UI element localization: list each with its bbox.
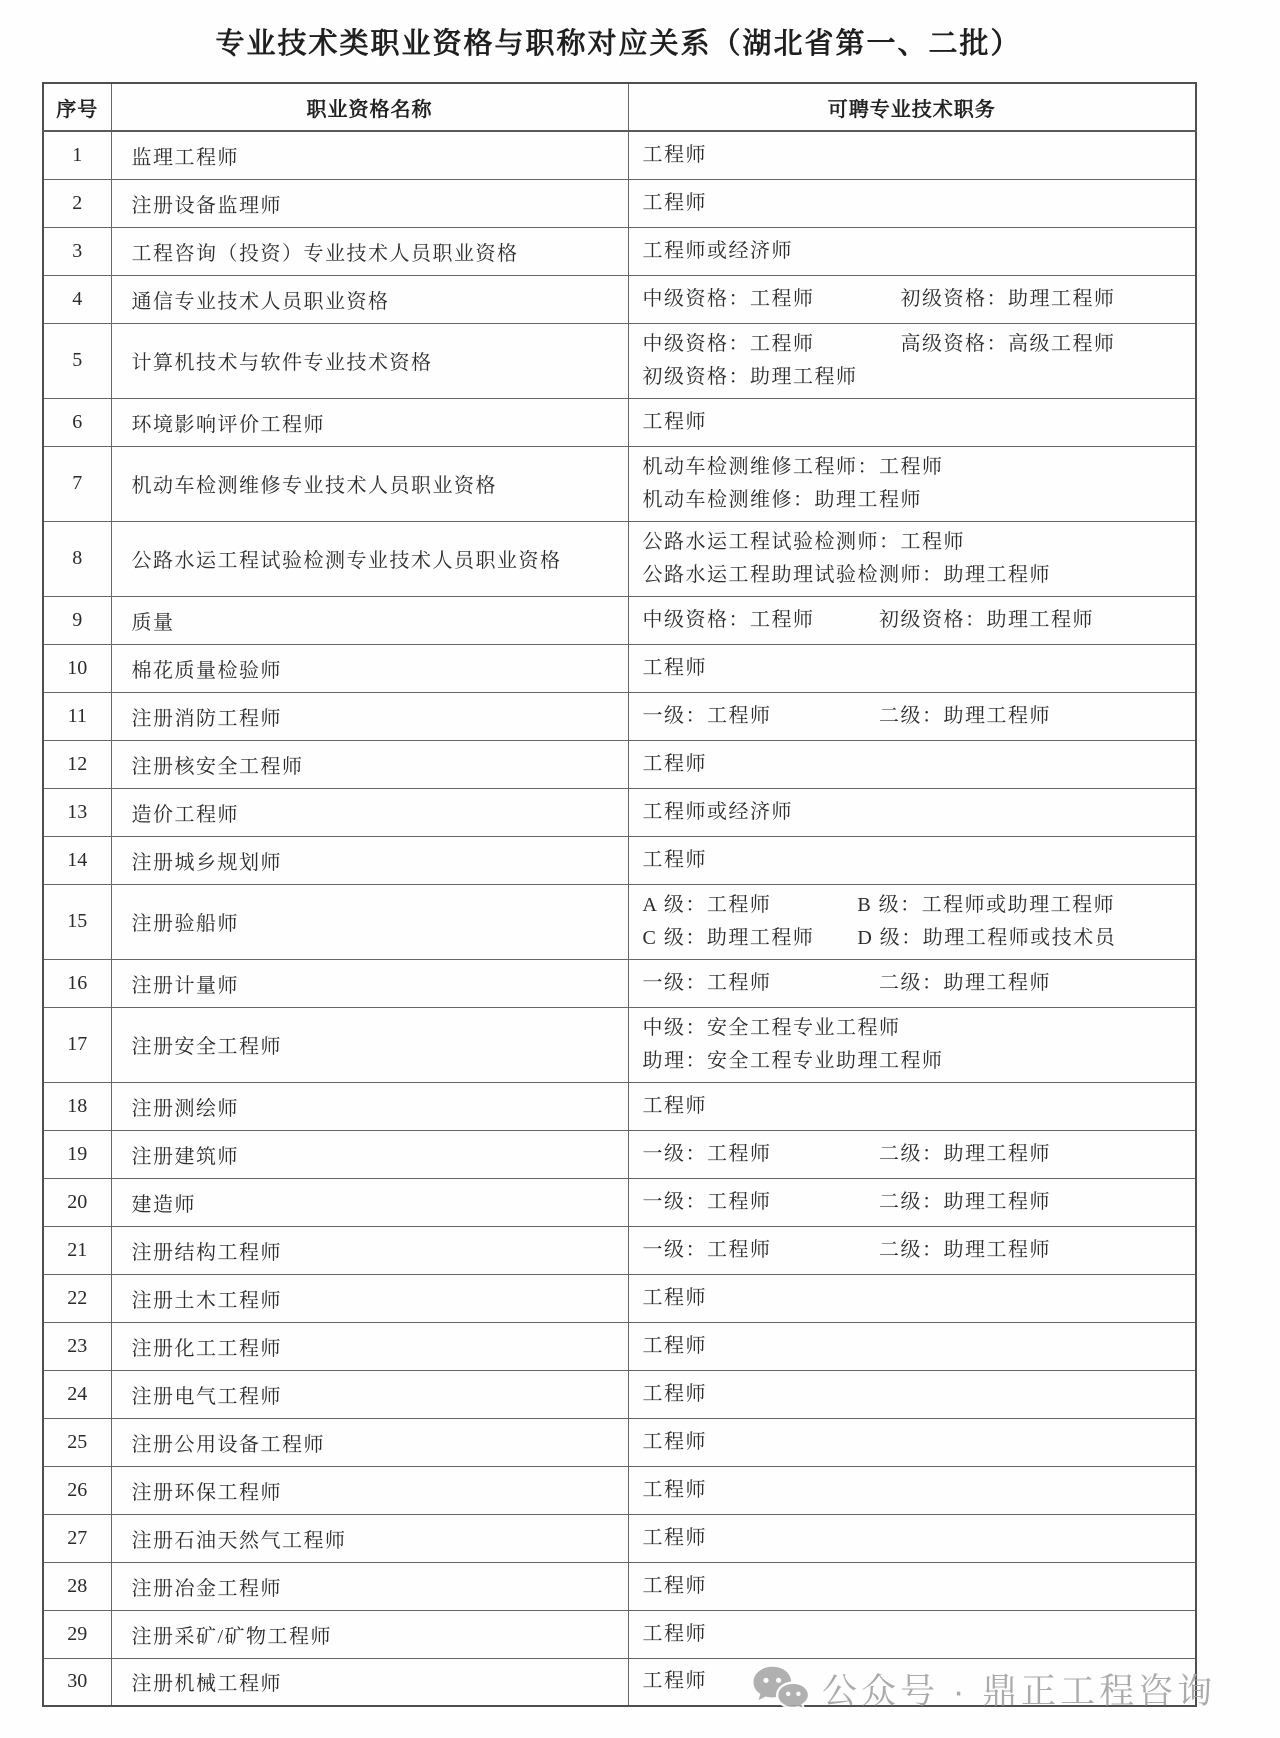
position-line: 工程师 bbox=[642, 848, 707, 871]
table-row bbox=[43, 740, 1196, 788]
position-cell bbox=[628, 446, 1196, 521]
table-row bbox=[43, 1226, 1196, 1274]
row-number: 8 bbox=[43, 521, 111, 596]
position-line: A 级：工程师 B 级：工程师或助理工程师 bbox=[642, 893, 1116, 916]
table-row bbox=[43, 1466, 1196, 1514]
table-row bbox=[43, 1007, 1196, 1082]
position-cell bbox=[628, 1130, 1196, 1178]
table-row bbox=[43, 1130, 1196, 1178]
position-line: 工程师 bbox=[642, 1574, 707, 1597]
row-number: 10 bbox=[43, 644, 111, 692]
table-row bbox=[43, 1274, 1196, 1322]
qualification-name: 通信专业技术人员职业资格 bbox=[111, 275, 628, 323]
position-line: 工程师 bbox=[642, 656, 707, 679]
table-row bbox=[43, 275, 1196, 323]
qualification-name: 机动车检测维修专业技术人员职业资格 bbox=[111, 446, 628, 521]
position-cell bbox=[628, 1274, 1196, 1322]
row-number: 3 bbox=[43, 227, 111, 275]
row-number: 15 bbox=[43, 884, 111, 959]
position-line: 公路水运工程试验检测师：工程师 bbox=[642, 530, 965, 553]
column-header-qualification: 职业资格名称 bbox=[111, 83, 628, 131]
qualification-name: 注册土木工程师 bbox=[111, 1274, 628, 1322]
table-row bbox=[43, 692, 1196, 740]
position-cell bbox=[628, 1658, 1196, 1706]
position-line: 工程师或经济师 bbox=[642, 239, 793, 262]
position-cell bbox=[628, 884, 1196, 959]
position-line: 中级资格：工程师 初级资格：助理工程师 bbox=[642, 287, 1116, 310]
table-row bbox=[43, 1082, 1196, 1130]
row-number: 13 bbox=[43, 788, 111, 836]
row-number: 17 bbox=[43, 1007, 111, 1082]
qualification-name: 注册化工工程师 bbox=[111, 1322, 628, 1370]
table-row bbox=[43, 1418, 1196, 1466]
position-cell bbox=[628, 323, 1196, 398]
row-number: 27 bbox=[43, 1514, 111, 1562]
qualification-name: 注册石油天然气工程师 bbox=[111, 1514, 628, 1562]
qualification-name: 注册核安全工程师 bbox=[111, 740, 628, 788]
position-line: 一级：工程师 二级：助理工程师 bbox=[642, 1238, 1051, 1261]
position-cell bbox=[628, 644, 1196, 692]
position-cell bbox=[628, 788, 1196, 836]
position-line: 中级资格：工程师 高级资格：高级工程师 bbox=[642, 332, 1116, 355]
position-cell bbox=[628, 1562, 1196, 1610]
qualification-name: 注册冶金工程师 bbox=[111, 1562, 628, 1610]
row-number: 23 bbox=[43, 1322, 111, 1370]
qualification-name: 注册采矿/矿物工程师 bbox=[111, 1610, 628, 1658]
position-line: 工程师 bbox=[642, 1670, 707, 1693]
position-cell bbox=[628, 596, 1196, 644]
column-header-position: 可聘专业技术职务 bbox=[628, 83, 1196, 131]
table-row bbox=[43, 959, 1196, 1007]
row-number: 14 bbox=[43, 836, 111, 884]
table-row bbox=[43, 227, 1196, 275]
position-line: 工程师 bbox=[642, 752, 707, 775]
qualification-name: 注册电气工程师 bbox=[111, 1370, 628, 1418]
position-cell bbox=[628, 1610, 1196, 1658]
row-number: 2 bbox=[43, 179, 111, 227]
row-number: 30 bbox=[43, 1658, 111, 1706]
position-cell bbox=[628, 275, 1196, 323]
row-number: 4 bbox=[43, 275, 111, 323]
qualification-name: 注册环保工程师 bbox=[111, 1466, 628, 1514]
position-line: 初级资格：助理工程师 bbox=[642, 365, 858, 388]
row-number: 29 bbox=[43, 1610, 111, 1658]
qualification-name: 质量 bbox=[111, 596, 628, 644]
position-cell bbox=[628, 1418, 1196, 1466]
position-line: 工程师 bbox=[642, 1430, 707, 1453]
position-line: 机动车检测维修工程师：工程师 bbox=[642, 455, 944, 478]
qualification-name: 注册设备监理师 bbox=[111, 179, 628, 227]
position-cell bbox=[628, 1514, 1196, 1562]
table-row bbox=[43, 1562, 1196, 1610]
position-cell bbox=[628, 521, 1196, 596]
table-header bbox=[43, 83, 1196, 131]
position-cell bbox=[628, 398, 1196, 446]
position-cell bbox=[628, 1370, 1196, 1418]
position-line: 工程师 bbox=[642, 410, 707, 433]
position-cell bbox=[628, 179, 1196, 227]
row-number: 5 bbox=[43, 323, 111, 398]
position-cell bbox=[628, 131, 1196, 179]
position-line: 工程师 bbox=[642, 1526, 707, 1549]
qualification-name: 公路水运工程试验检测专业技术人员职业资格 bbox=[111, 521, 628, 596]
table-row bbox=[43, 1514, 1196, 1562]
qualification-name: 环境影响评价工程师 bbox=[111, 398, 628, 446]
position-line: 公路水运工程助理试验检测师：助理工程师 bbox=[642, 563, 1051, 586]
table-row bbox=[43, 1610, 1196, 1658]
qualification-name: 注册计量师 bbox=[111, 959, 628, 1007]
row-number: 18 bbox=[43, 1082, 111, 1130]
position-line: 机动车检测维修：助理工程师 bbox=[642, 488, 922, 511]
table-body bbox=[43, 131, 1196, 1706]
position-cell bbox=[628, 1322, 1196, 1370]
qualification-name: 监理工程师 bbox=[111, 131, 628, 179]
position-line: 一级：工程师 二级：助理工程师 bbox=[642, 704, 1051, 727]
qualification-name: 注册验船师 bbox=[111, 884, 628, 959]
position-line: 工程师 bbox=[642, 1478, 707, 1501]
position-cell bbox=[628, 1082, 1196, 1130]
qualification-name: 注册公用设备工程师 bbox=[111, 1418, 628, 1466]
position-line: 一级：工程师 二级：助理工程师 bbox=[642, 1142, 1051, 1165]
position-line: 工程师或经济师 bbox=[642, 800, 793, 823]
column-header-no: 序号 bbox=[43, 83, 111, 131]
row-number: 12 bbox=[43, 740, 111, 788]
row-number: 22 bbox=[43, 1274, 111, 1322]
position-line: 中级资格：工程师 初级资格：助理工程师 bbox=[642, 608, 1094, 631]
position-line: 工程师 bbox=[642, 143, 707, 166]
position-cell bbox=[628, 1178, 1196, 1226]
position-cell bbox=[628, 227, 1196, 275]
row-number: 6 bbox=[43, 398, 111, 446]
position-line: 一级：工程师 二级：助理工程师 bbox=[642, 1190, 1051, 1213]
qualification-name: 计算机技术与软件专业技术资格 bbox=[111, 323, 628, 398]
table-row bbox=[43, 884, 1196, 959]
row-number: 21 bbox=[43, 1226, 111, 1274]
qualification-name: 注册测绘师 bbox=[111, 1082, 628, 1130]
qualification-name: 注册城乡规划师 bbox=[111, 836, 628, 884]
row-number: 11 bbox=[43, 692, 111, 740]
table-row bbox=[43, 521, 1196, 596]
qualification-name: 工程咨询（投资）专业技术人员职业资格 bbox=[111, 227, 628, 275]
position-line: C 级：助理工程师 D 级：助理工程师或技术员 bbox=[642, 926, 1117, 949]
row-number: 9 bbox=[43, 596, 111, 644]
row-number: 7 bbox=[43, 446, 111, 521]
qualification-name: 注册结构工程师 bbox=[111, 1226, 628, 1274]
qualification-name: 注册安全工程师 bbox=[111, 1007, 628, 1082]
watermark-text: 公众号 · 鼎正工程咨询 bbox=[822, 1672, 1217, 1711]
qualification-name: 注册机械工程师 bbox=[111, 1658, 628, 1706]
position-line: 工程师 bbox=[642, 191, 707, 214]
table-row bbox=[43, 323, 1196, 398]
position-line: 中级：安全工程专业工程师 bbox=[642, 1016, 901, 1039]
table-row bbox=[43, 644, 1196, 692]
table-row bbox=[43, 1322, 1196, 1370]
row-number: 16 bbox=[43, 959, 111, 1007]
table-row bbox=[43, 1178, 1196, 1226]
table-row bbox=[43, 596, 1196, 644]
table-row bbox=[43, 179, 1196, 227]
position-line: 工程师 bbox=[642, 1286, 707, 1309]
row-number: 24 bbox=[43, 1370, 111, 1418]
table-row bbox=[43, 1658, 1196, 1706]
position-line: 工程师 bbox=[642, 1094, 707, 1117]
position-line: 工程师 bbox=[642, 1622, 707, 1645]
row-number: 26 bbox=[43, 1466, 111, 1514]
position-line: 助理：安全工程专业助理工程师 bbox=[642, 1049, 944, 1072]
qualification-name: 注册建筑师 bbox=[111, 1130, 628, 1178]
qualification-name: 注册消防工程师 bbox=[111, 692, 628, 740]
position-line: 工程师 bbox=[642, 1334, 707, 1357]
position-cell bbox=[628, 959, 1196, 1007]
position-cell bbox=[628, 1226, 1196, 1274]
qualification-name: 棉花质量检验师 bbox=[111, 644, 628, 692]
page-title: 专业技术类职业资格与职称对应关系（湖北省第一、二批） bbox=[215, 28, 1022, 60]
row-number: 20 bbox=[43, 1178, 111, 1226]
row-number: 19 bbox=[43, 1130, 111, 1178]
position-cell bbox=[628, 1007, 1196, 1082]
position-cell bbox=[628, 1466, 1196, 1514]
position-cell bbox=[628, 836, 1196, 884]
position-cell bbox=[628, 692, 1196, 740]
qualification-name: 建造师 bbox=[111, 1178, 628, 1226]
table-row bbox=[43, 131, 1196, 179]
position-cell bbox=[628, 740, 1196, 788]
qualification-name: 造价工程师 bbox=[111, 788, 628, 836]
table-row bbox=[43, 1370, 1196, 1418]
qualification-table bbox=[42, 82, 1197, 1707]
table-row bbox=[43, 788, 1196, 836]
row-number: 1 bbox=[43, 131, 111, 179]
table-row bbox=[43, 398, 1196, 446]
position-line: 一级：工程师 二级：助理工程师 bbox=[642, 971, 1051, 994]
position-line: 工程师 bbox=[642, 1382, 707, 1405]
row-number: 25 bbox=[43, 1418, 111, 1466]
table-row bbox=[43, 836, 1196, 884]
row-number: 28 bbox=[43, 1562, 111, 1610]
table-row bbox=[43, 446, 1196, 521]
